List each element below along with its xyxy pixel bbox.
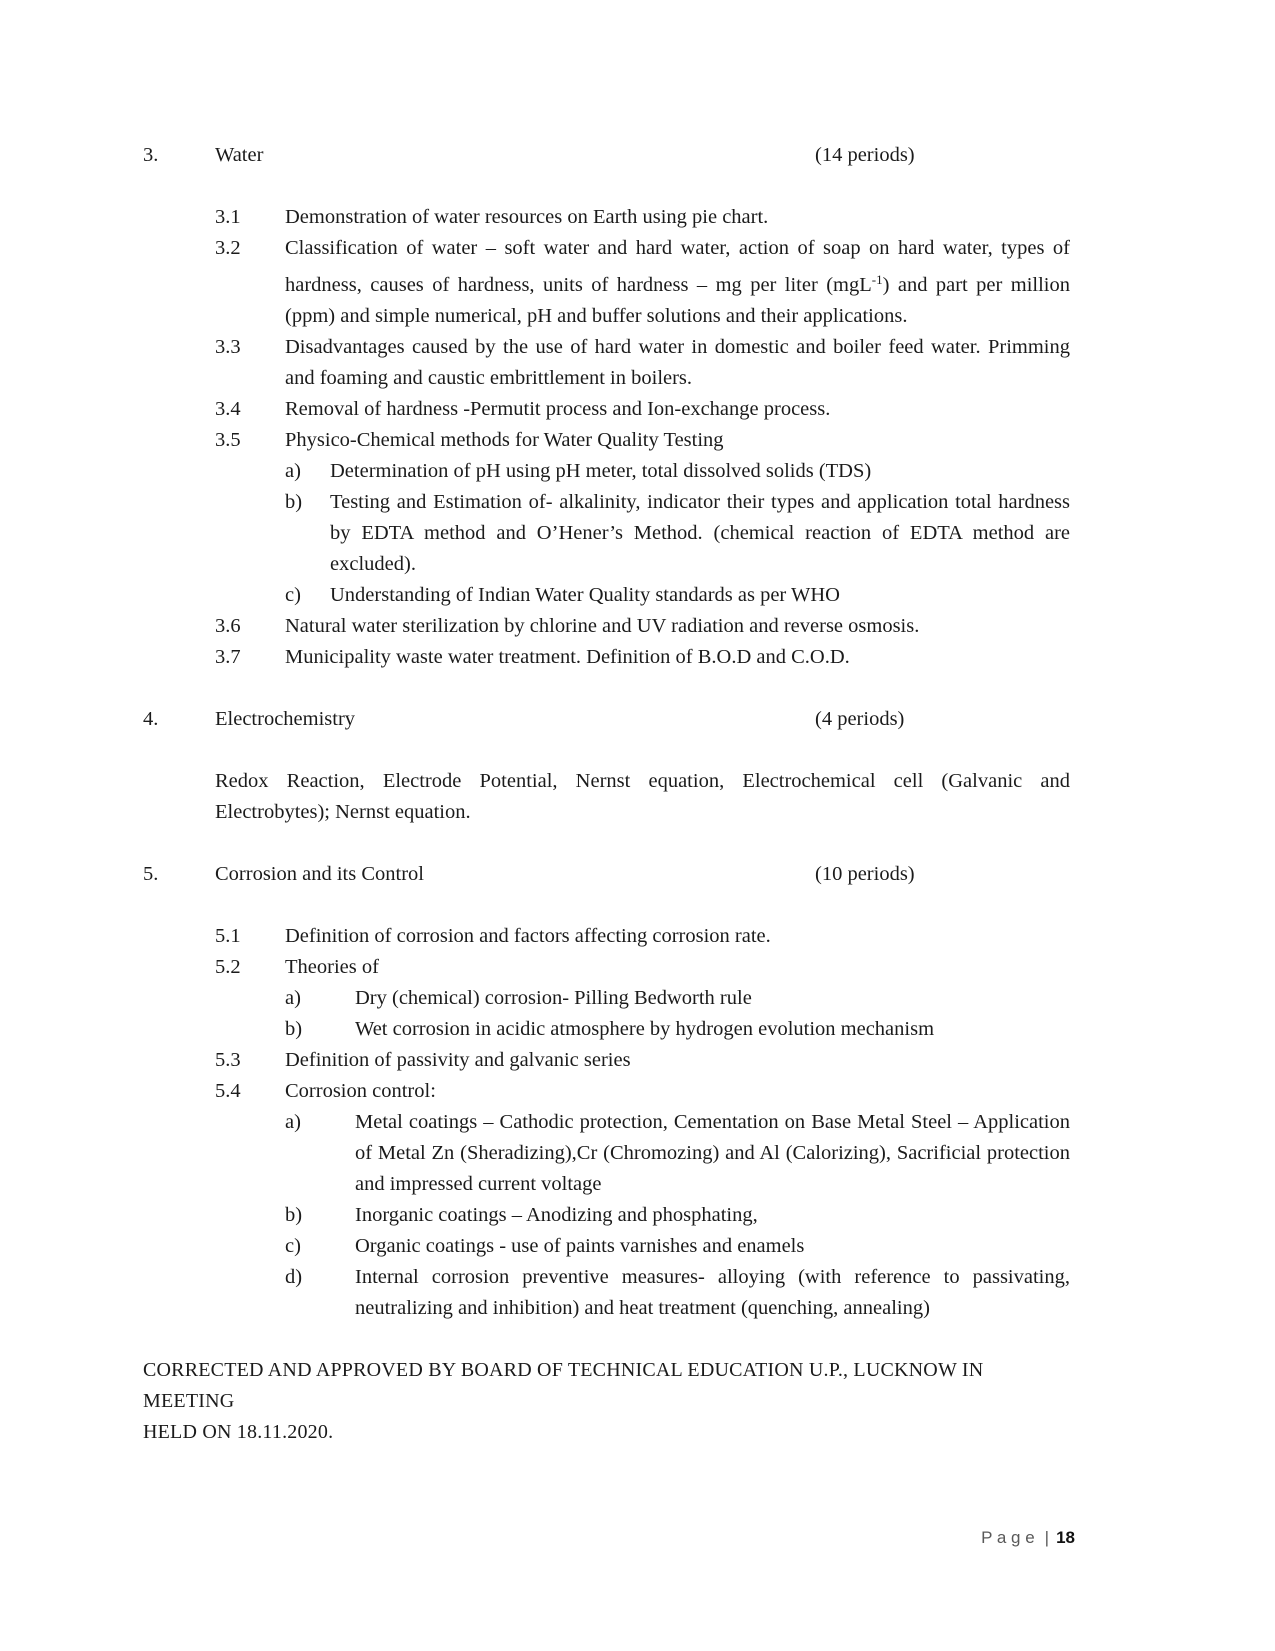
letter-item: [285, 487, 1070, 580]
page-word: P a g e: [981, 1528, 1035, 1547]
item-number: 5.4: [215, 1080, 241, 1102]
item-number: 3.2: [215, 237, 241, 259]
syllabus-item: [215, 233, 1070, 332]
section-title: Corrosion and its Control: [215, 863, 424, 885]
item-text-pre: Classification of water – soft water and hard water, action of soap on hard water, types of hardness, causes of hardness, units of hardness – mg per liter (mgL: [285, 237, 1070, 296]
section-title: Electrochemistry: [215, 708, 356, 730]
approval-note-line: CORRECTED AND APPROVED BY BOARD OF TECHNICAL EDUCATION U.P., LUCKNOW IN MEETING: [143, 1359, 984, 1412]
item-text: Demonstration of water resources on Earth using pie chart.: [285, 206, 769, 228]
item-text: Theories of: [285, 956, 379, 978]
letter-item: [285, 983, 1070, 1014]
letter-label: d): [285, 1266, 303, 1288]
section-heading: [143, 140, 1070, 171]
letter-item: [285, 1231, 1070, 1262]
syllabus-item: [215, 1045, 1070, 1076]
section-number: 3.: [143, 144, 159, 166]
approval-note-line: HELD ON 18.11.2020.: [143, 1421, 334, 1443]
letter-text: Organic coatings - use of paints varnishes and enamels: [355, 1235, 805, 1257]
item-text: Natural water sterilization by chlorine and UV radiation and reverse osmosis.: [285, 615, 920, 637]
item-number: 5.3: [215, 1049, 241, 1071]
syllabus-item: [215, 425, 1070, 456]
letter-item: [285, 580, 1070, 611]
item-text: Definition of corrosion and factors affecting corrosion rate.: [285, 925, 771, 947]
letter-label: b): [285, 491, 303, 513]
syllabus-item: [215, 642, 1070, 673]
section-number: 5.: [143, 863, 159, 885]
section-periods: (14 periods): [815, 144, 915, 166]
letter-item: [285, 1200, 1070, 1231]
section-heading: [143, 859, 1070, 890]
superscript: -1: [871, 272, 883, 287]
section-number: 4.: [143, 708, 159, 730]
syllabus-item: [215, 1076, 1070, 1107]
item-number: 5.1: [215, 925, 241, 947]
letter-label: b): [285, 1018, 303, 1040]
letter-item: [285, 1262, 1070, 1324]
letter-label: a): [285, 460, 301, 482]
letter-text: Wet corrosion in acidic atmosphere by hydrogen evolution mechanism: [355, 1018, 935, 1040]
letter-text: Determination of pH using pH meter, total dissolved solids (TDS): [330, 460, 872, 482]
section-items: [215, 921, 1070, 1324]
page-footer: [981, 1522, 1075, 1553]
item-number: 3.7: [215, 646, 241, 668]
letter-text: Inorganic coatings – Anodizing and phosphating,: [355, 1204, 758, 1226]
item-text: Disadvantages caused by the use of hard water in domestic and boiler feed water. Primming and foaming and caustic embrittlement in boilers.: [285, 336, 1070, 389]
letter-item: [285, 1107, 1070, 1200]
letter-label: c): [285, 1235, 301, 1257]
section-corrosion: [143, 859, 1070, 1324]
letter-text: Understanding of Indian Water Quality standards as per WHO: [330, 584, 840, 606]
section-periods: (4 periods): [815, 708, 905, 730]
letter-label: b): [285, 1204, 303, 1226]
item-text: Corrosion control:: [285, 1080, 436, 1102]
syllabus-item: [215, 952, 1070, 983]
syllabus-item: [215, 394, 1070, 425]
syllabus-item: [215, 611, 1070, 642]
item-number: 3.4: [215, 398, 241, 420]
section-paragraph: Redox Reaction, Electrode Potential, Nernst equation, Electrochemical cell (Galvanic and Electrobytes); Nernst equation.: [215, 770, 1070, 823]
section-periods: (10 periods): [815, 863, 915, 885]
syllabus-item: [215, 202, 1070, 233]
section-heading: [143, 704, 1070, 735]
letter-label: a): [285, 1111, 301, 1133]
item-number: 3.6: [215, 615, 241, 637]
letter-label: c): [285, 584, 301, 606]
letter-text: Internal corrosion preventive measures- alloying (with reference to passivating, neutralizing and inhibition) and heat treatment (quenching, annealing): [355, 1266, 1070, 1319]
page-content: [143, 140, 1070, 1448]
item-text: Municipality waste water treatment. Definition of B.O.D and C.O.D.: [285, 646, 850, 668]
section-electrochemistry: [143, 704, 1070, 828]
item-text: Definition of passivity and galvanic series: [285, 1049, 631, 1071]
section-items: [215, 202, 1070, 673]
letter-item: [285, 1014, 1070, 1045]
letter-text: Dry (chemical) corrosion- Pilling Bedworth rule: [355, 987, 752, 1009]
item-text: [285, 233, 1070, 332]
item-number: 3.1: [215, 206, 241, 228]
letter-item: [285, 456, 1070, 487]
item-text: Physico-Chemical methods for Water Quality Testing: [285, 429, 724, 451]
syllabus-item: [215, 332, 1070, 394]
letter-text: Testing and Estimation of- alkalinity, indicator their types and application total hardness by EDTA method and O’Hener’s Method. (chemical reaction of EDTA method are excluded).: [330, 491, 1070, 575]
item-text: Removal of hardness -Permutit process and Ion-exchange process.: [285, 398, 831, 420]
letter-label: a): [285, 987, 301, 1009]
section-water: [143, 140, 1070, 673]
approval-note: [143, 1355, 1070, 1448]
item-number: 3.3: [215, 336, 241, 358]
syllabus-item: [215, 921, 1070, 952]
item-text-post: ) and part per million (ppm) and simple numerical, pH and buffer solutions and their applications.: [285, 274, 1070, 327]
item-number: 3.5: [215, 429, 241, 451]
section-title: Water: [215, 144, 264, 166]
footer-separator: |: [1044, 1528, 1050, 1547]
letter-text: Metal coatings – Cathodic protection, Cementation on Base Metal Steel – Application of Metal Zn (Sheradizing),Cr (Chromozing) and Al (Calorizing), Sacrificial protection and impressed current voltage: [355, 1111, 1070, 1195]
item-number: 5.2: [215, 956, 241, 978]
page-number: 18: [1056, 1528, 1075, 1547]
